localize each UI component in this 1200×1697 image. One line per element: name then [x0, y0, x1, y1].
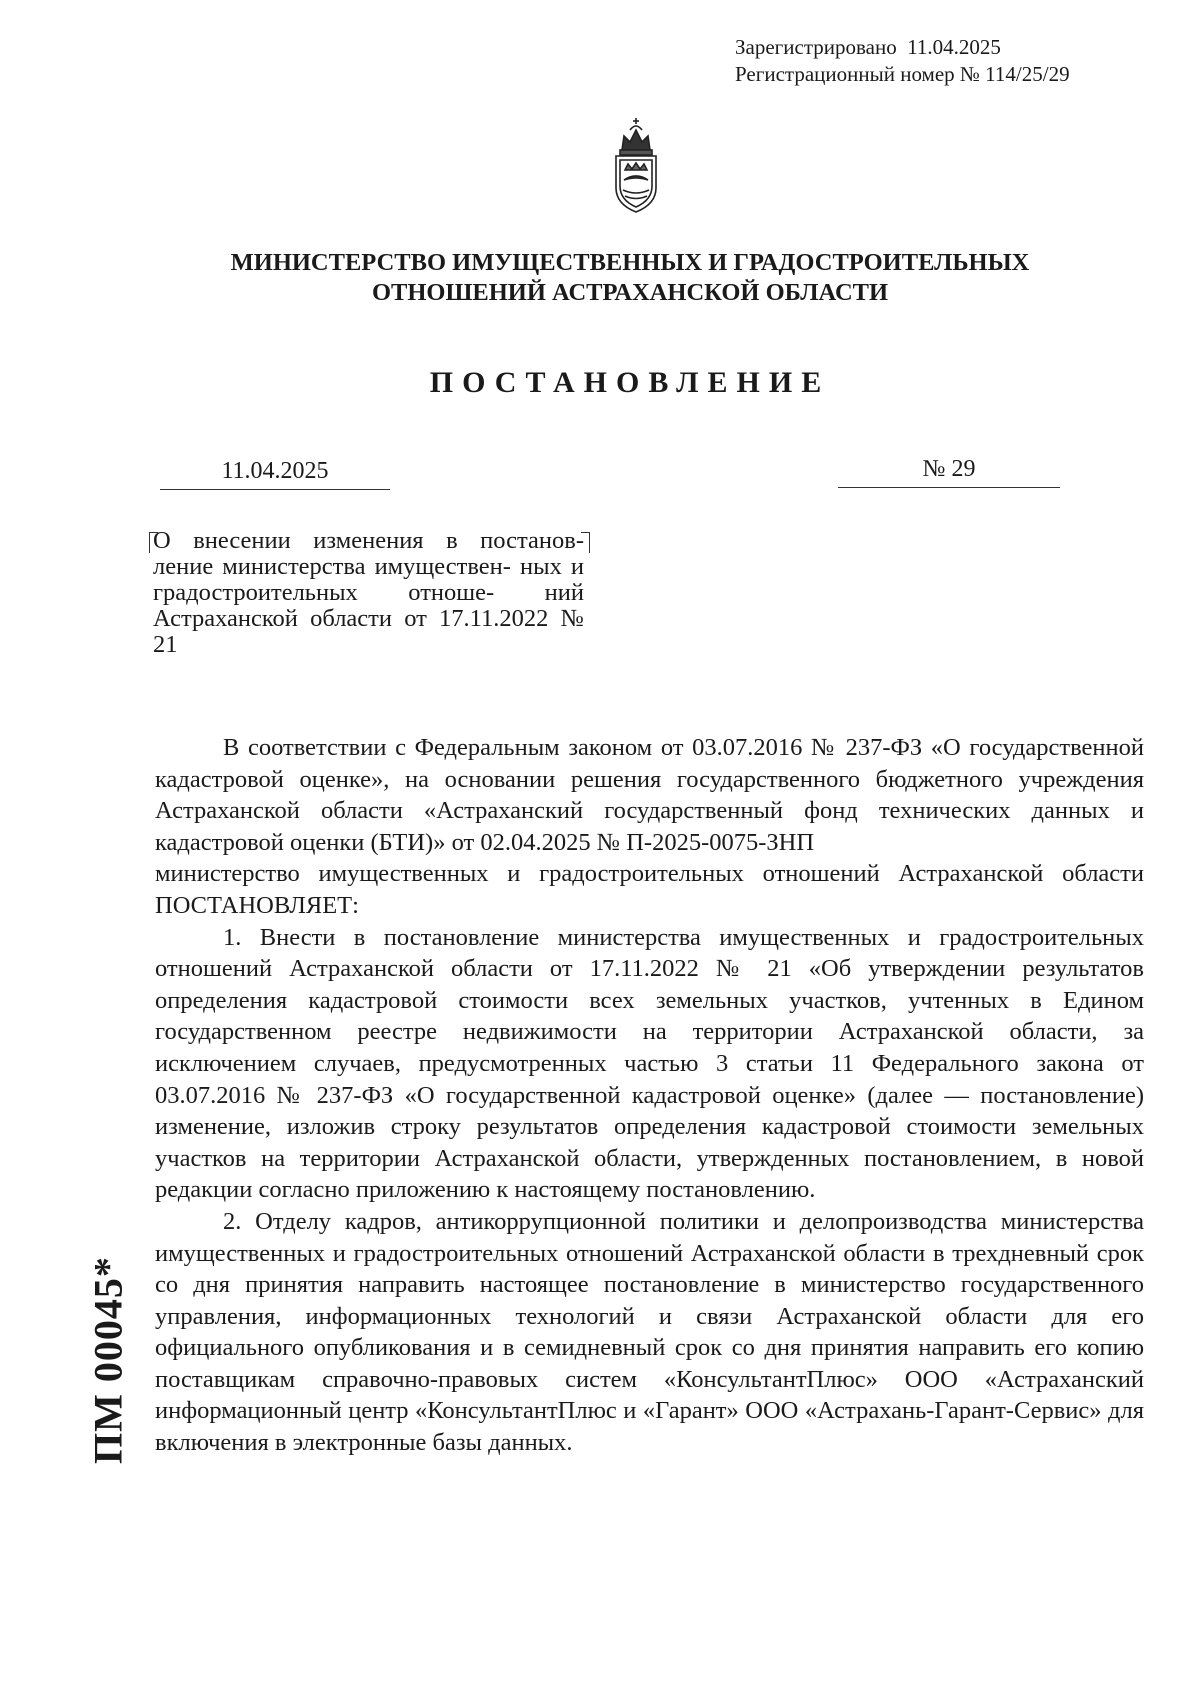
resolution-paragraph: министерство имущественных и градостроительных отношений Астраханской области ПОСТАНОВЛЯЕТ:: [155, 860, 1144, 919]
preamble-paragraph: В соответствии с Федеральным законом от 03.07.2016 № 237-ФЗ «О государственной кадастровой оценке», на основании решения государственного бюджетного учреждения Астраханской области «Астраханский государственный фонд технических данных и кадастровой оценки (БТИ)» от 02.04.2025 № П-2025-0075-ЗНП: [155, 734, 1144, 856]
registration-block: [735, 34, 1070, 88]
side-stamp-text: ПМ 00045*: [85, 1256, 131, 1464]
ministry-name-line1: МИНИСТЕРСТВО ИМУЩЕСТВЕННЫХ И ГРАДОСТРОИТЕЛЬНЫХ: [230, 249, 1030, 276]
item-1-paragraph: 1. Внести в постановление министерства имущественных и градостроительных отношений Астраханской области от 17.11.2022 № 21 «Об утверждении результатов определения кадастровой стоимости всех земельных участков, учтенных в Едином государственном реестре недвижимости на территории Астраханской области, за исключением случаев, предусмотренных частью 3 статьи 11 Федерального закона от 03.07.2016 № 237-ФЗ «О государственной кадастровой оценке» (далее — постановление) изменение, изложив строку результатов определения кадастровой стоимости земельных участков на территории Астраханской области, утвержденных постановлением, в новой редакции согласно приложению к настоящему постановлению.: [155, 923, 1144, 1204]
registration-date: Зарегистрировано 11.04.2025: [735, 35, 1001, 59]
item-2-paragraph: 2. Отделу кадров, антикоррупционной политики и делопроизводства министерства имущественных и градостроительных отношений Астраханской области в трехдневный срок со дня принятия направить настоящее постановление в министерство государственного управления, информационных технологий и связи Астраханской области для его официального опубликования и в семидневный срок со дня принятия направить его копию поставщикам справочно-правовых систем «КонсультантПлюс» ООО «Астраханский информационный центр «КонсультантПлюс и «Гарант» ООО «Астрахань-Гарант-Сервис» для включения в электронные базы данных.: [155, 1207, 1144, 1457]
coat-of-arms-icon: [606, 116, 666, 216]
document-type: ПОСТАНОВЛЕНИЕ: [429, 366, 831, 399]
document-body: [155, 732, 1144, 1459]
registration-number: Регистрационный номер № 114/25/29: [735, 62, 1070, 86]
document-date: 11.04.2025: [160, 458, 390, 490]
ministry-name: [130, 248, 1130, 308]
document-subject: О внесении изменения в постанов- ление министерства имуществен- ных и градостроительных отноше- ний Астраханской области от 17.11.2022 № 21: [153, 527, 584, 658]
side-stamp: [48, 1200, 168, 1520]
document-number: № 29: [838, 456, 1060, 488]
ministry-name-line2: ОТНОШЕНИЙ АСТРАХАНСКОЙ ОБЛАСТИ: [371, 279, 889, 306]
